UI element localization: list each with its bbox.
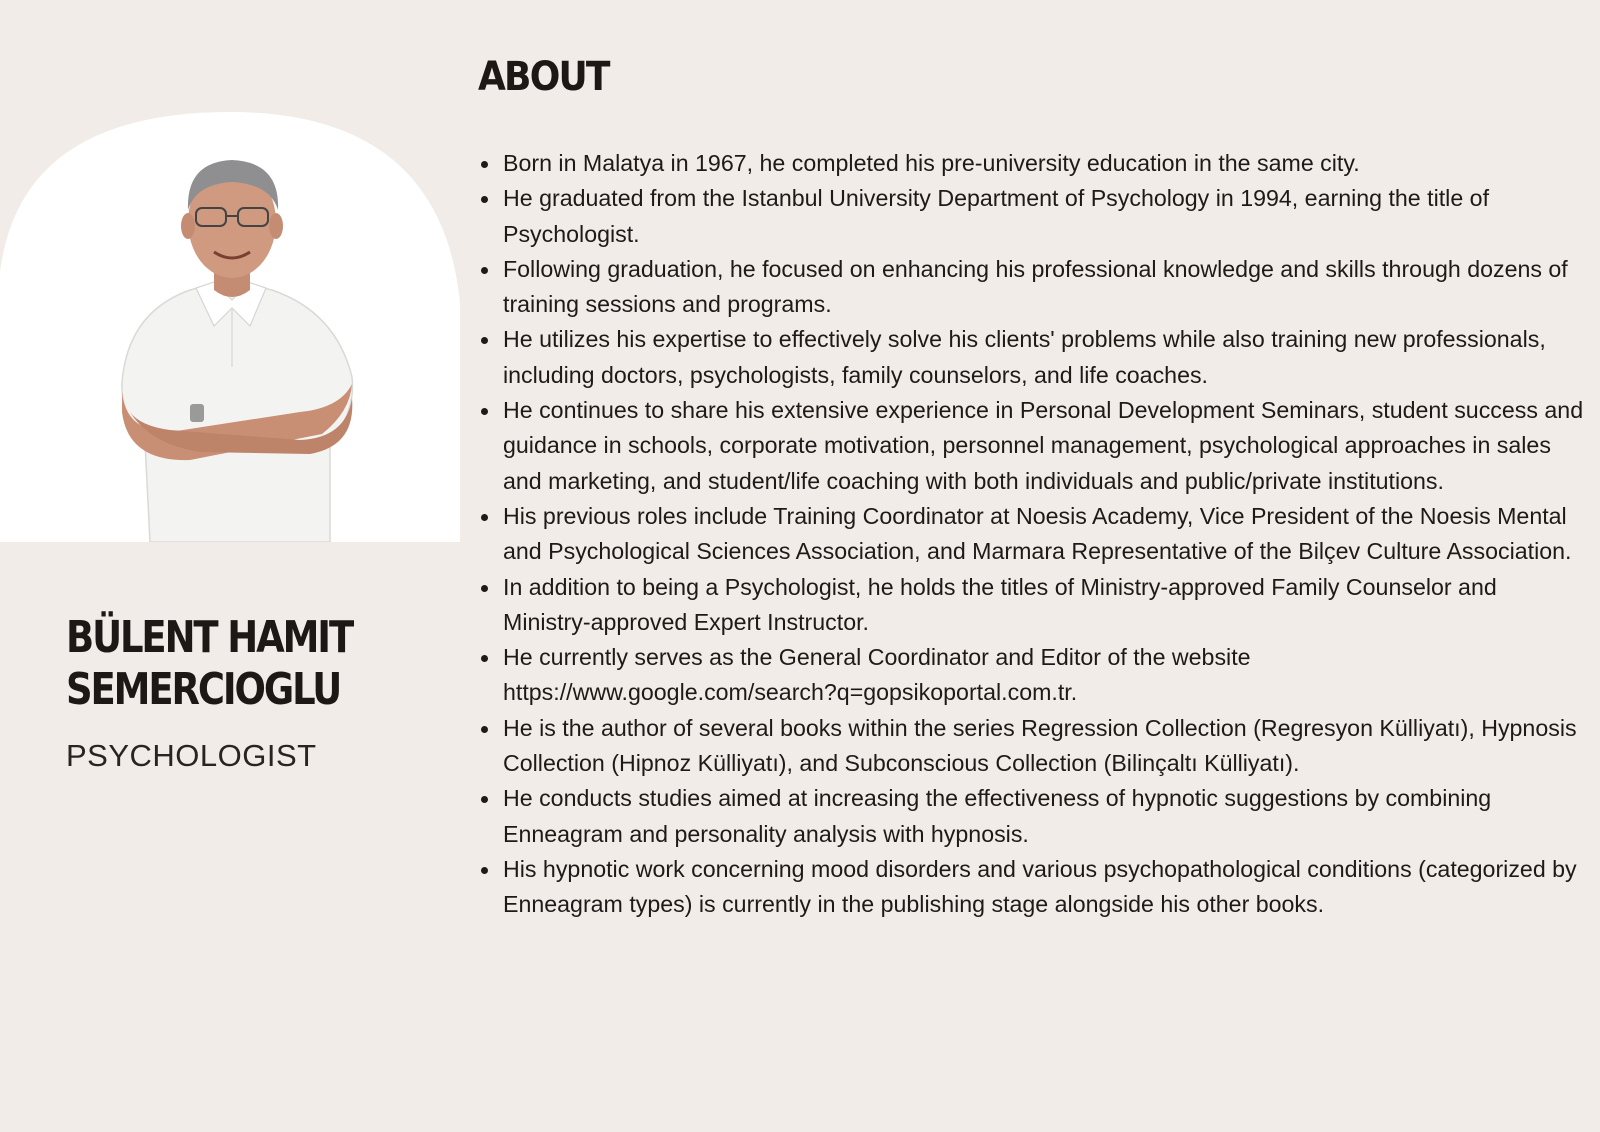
bullet-icon (481, 867, 488, 874)
list-item-text: He is the author of several books within the series Regression Collection (Regresyon Külliyatı), Hypnosis Collection (Hipnoz Külliyatı), and Subconscious Collection (Bilinçaltı Külliyatı). (503, 714, 1577, 777)
bullet-icon (481, 655, 488, 662)
list-item-text: He utilizes his expertise to effectively solve his clients' problems while also training new professionals, including doctors, psychologists, family counselors, and life coaches. (503, 326, 1546, 388)
list-item (478, 322, 1588, 393)
list-item-text: He graduated from the Istanbul University Department of Psychology in 1994, earning the title of Psychologist. (503, 185, 1490, 247)
list-item-text: His previous roles include Training Coordinator at Noesis Academy, Vice President of the Noesis Mental and Psychological Sciences Association, and Marmara Representative of the Bilçev Culture Association. (503, 502, 1572, 565)
list-item-text: Born in Malatya in 1967, he completed his pre-university education in the same city. (503, 150, 1360, 176)
profile-photo (0, 112, 460, 542)
list-item (478, 852, 1588, 923)
list-item (478, 146, 1588, 181)
list-item (478, 711, 1588, 782)
bullet-icon (481, 514, 488, 521)
list-item-text: Following graduation, he focused on enhancing his professional knowledge and skills through dozens of training sessions and programs. (503, 255, 1568, 318)
list-item (478, 640, 1588, 711)
person-name: BÜLENT HAMIT SEMERCIOGLU (66, 612, 353, 715)
bullet-icon (481, 196, 488, 203)
list-item-text: He continues to share his extensive experience in Personal Development Seminars, student success and guidance in schools, corporate motivation, personnel management, psychological approaches in sales and marketing, and student/life coaching with both individuals and public/private institutions. (503, 397, 1584, 494)
bullet-icon (481, 726, 488, 733)
list-item (478, 570, 1588, 641)
about-heading: ABOUT (478, 54, 609, 100)
list-item-text: In addition to being a Psychologist, he holds the titles of Ministry-approved Family Counselor and Ministry-approved Expert Instructor. (503, 573, 1497, 635)
bullet-icon (481, 796, 488, 803)
list-item-text: He currently serves as the General Coordinator and Editor of the website https://www.google.com/search?q=gopsikoportal.com.tr. (503, 644, 1251, 706)
bullet-icon (481, 408, 488, 415)
list-item (478, 252, 1588, 323)
bullet-icon (481, 161, 488, 168)
job-title: PSYCHOLOGIST (66, 738, 317, 773)
list-item (478, 499, 1588, 570)
bullet-icon (481, 585, 488, 592)
bullet-icon (481, 337, 488, 344)
bullet-icon (481, 267, 488, 274)
about-list (478, 146, 1588, 923)
list-item (478, 393, 1588, 499)
name-block (66, 612, 446, 774)
list-item-text: His hypnotic work concerning mood disorders and various psychopathological conditions (categorized by Enneagram types) is currently in the publishing stage alongside his other books. (503, 855, 1577, 918)
list-item (478, 781, 1588, 852)
portrait-illustration (0, 112, 460, 542)
list-item-text: He conducts studies aimed at increasing the effectiveness of hypnotic suggestions by combining Enneagram and personality analysis with hypnosis. (503, 785, 1492, 847)
profile-panel (0, 0, 460, 1132)
list-item (478, 181, 1588, 252)
about-section (478, 52, 1588, 923)
